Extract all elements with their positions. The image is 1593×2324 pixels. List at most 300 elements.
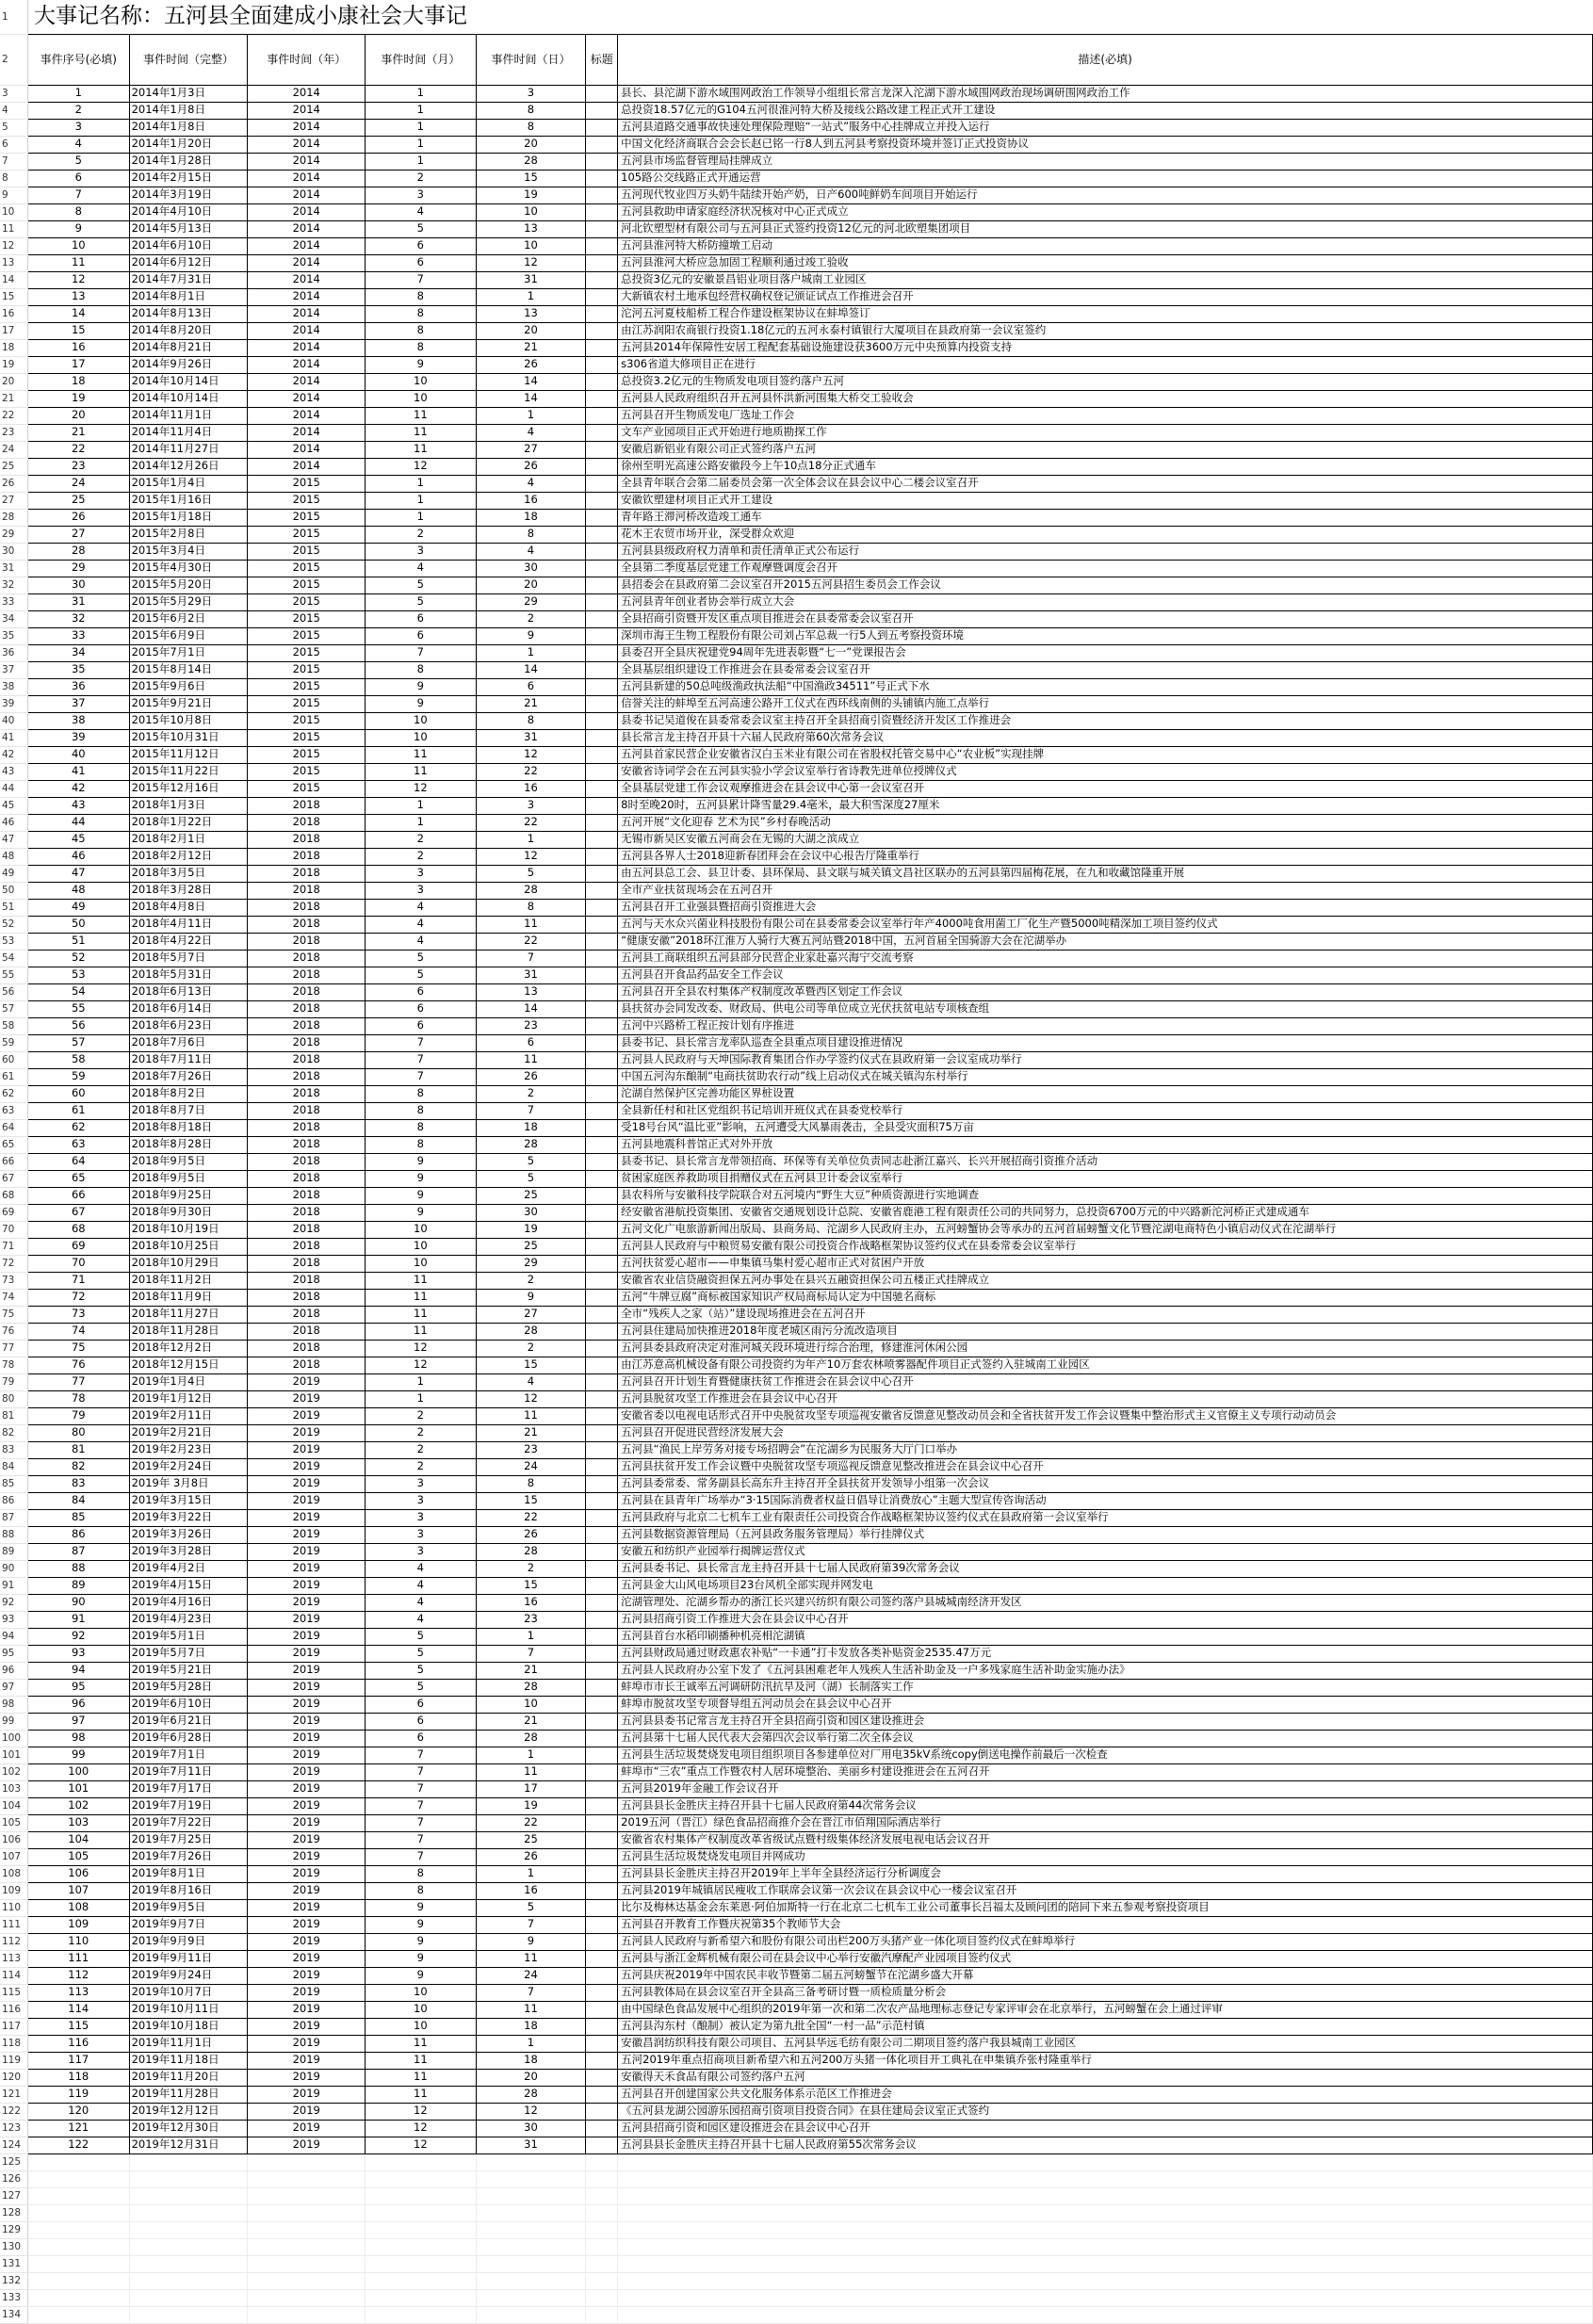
cell-desc[interactable]: 无锡市新吴区安徽五河商会在无锡的大湖之滨成立 (618, 831, 1593, 848)
cell-day[interactable]: 1 (476, 1865, 586, 1882)
cell-title[interactable] (586, 288, 618, 305)
cell-date[interactable]: 2014年1月8日 (129, 119, 248, 136)
cell-day[interactable]: 18 (476, 509, 586, 526)
cell-month[interactable]: 5 (366, 1662, 477, 1679)
cell-desc[interactable]: 五河县淮河大桥应急加固工程顺利通过竣工验收 (618, 254, 1593, 271)
empty-cell[interactable] (129, 2289, 248, 2306)
cell-date[interactable]: 2019年4月23日 (129, 1611, 248, 1628)
cell-month[interactable]: 10 (366, 1221, 477, 1238)
cell-day[interactable]: 1 (476, 831, 586, 848)
cell-date[interactable]: 2019年5月28日 (129, 1679, 248, 1696)
cell-date[interactable]: 2018年4月8日 (129, 899, 248, 916)
cell-day[interactable]: 6 (476, 1034, 586, 1051)
empty-cell[interactable] (476, 2306, 586, 2323)
cell-date[interactable]: 2019年8月1日 (129, 1865, 248, 1882)
cell-title[interactable] (586, 1492, 618, 1509)
cell-seq[interactable]: 18 (27, 373, 129, 390)
cell-seq[interactable]: 33 (27, 627, 129, 644)
cell-seq[interactable]: 28 (27, 543, 129, 560)
cell-month[interactable]: 11 (366, 1272, 477, 1289)
cell-desc[interactable]: 全县招商引资暨开发区重点项目推进会在县委常委会议室召开 (618, 610, 1593, 627)
cell-date[interactable]: 2019年1月4日 (129, 1373, 248, 1390)
cell-day[interactable]: 7 (476, 1102, 586, 1119)
empty-cell[interactable] (248, 2289, 366, 2306)
cell-year[interactable]: 2019 (248, 1797, 366, 1814)
cell-seq[interactable]: 24 (27, 475, 129, 492)
cell-title[interactable] (586, 1323, 618, 1340)
cell-seq[interactable]: 95 (27, 1679, 129, 1696)
cell-seq[interactable]: 121 (27, 2120, 129, 2137)
cell-date[interactable]: 2019年7月17日 (129, 1780, 248, 1797)
cell-year[interactable]: 2019 (248, 1763, 366, 1780)
cell-date[interactable]: 2018年8月18日 (129, 1119, 248, 1136)
cell-seq[interactable]: 100 (27, 1763, 129, 1780)
cell-day[interactable]: 15 (476, 1357, 586, 1373)
empty-cell[interactable] (248, 2204, 366, 2221)
cell-title[interactable] (586, 1594, 618, 1611)
cell-date[interactable]: 2018年6月23日 (129, 1017, 248, 1034)
cell-month[interactable]: 5 (366, 967, 477, 983)
cell-title[interactable] (586, 1340, 618, 1357)
empty-cell[interactable] (618, 2238, 1593, 2255)
cell-seq[interactable]: 55 (27, 1000, 129, 1017)
cell-title[interactable] (586, 509, 618, 526)
cell-seq[interactable]: 12 (27, 271, 129, 288)
cell-seq[interactable]: 37 (27, 695, 129, 712)
cell-month[interactable]: 8 (366, 288, 477, 305)
empty-cell[interactable] (129, 2170, 248, 2187)
cell-day[interactable]: 22 (476, 814, 586, 831)
cell-date[interactable]: 2014年7月31日 (129, 271, 248, 288)
cell-month[interactable]: 11 (366, 2052, 477, 2069)
cell-seq[interactable]: 70 (27, 1255, 129, 1272)
cell-desc[interactable]: 县长、县沱湖下游水域围网政治工作领导小组组长常言龙深入沱湖下游水域围网政治现场调研围网政治工作 (618, 85, 1593, 102)
cell-day[interactable]: 12 (476, 1390, 586, 1407)
cell-month[interactable]: 11 (366, 441, 477, 458)
cell-seq[interactable]: 30 (27, 577, 129, 593)
cell-year[interactable]: 2015 (248, 526, 366, 543)
cell-month[interactable]: 7 (366, 1034, 477, 1051)
cell-day[interactable]: 5 (476, 1899, 586, 1916)
cell-seq[interactable]: 7 (27, 187, 129, 203)
cell-month[interactable]: 5 (366, 1679, 477, 1696)
cell-day[interactable]: 28 (476, 1543, 586, 1560)
cell-date[interactable]: 2019年2月23日 (129, 1441, 248, 1458)
cell-desc[interactable]: 全县第二季度基层党建工作观摩暨调度会召开 (618, 560, 1593, 577)
cell-seq[interactable]: 46 (27, 848, 129, 865)
cell-title[interactable] (586, 1068, 618, 1085)
cell-day[interactable]: 4 (476, 1373, 586, 1390)
cell-seq[interactable]: 81 (27, 1441, 129, 1458)
cell-date[interactable]: 2014年1月3日 (129, 85, 248, 102)
cell-month[interactable]: 6 (366, 627, 477, 644)
cell-seq[interactable]: 85 (27, 1509, 129, 1526)
cell-day[interactable]: 28 (476, 1730, 586, 1747)
cell-day[interactable]: 15 (476, 170, 586, 187)
cell-month[interactable]: 3 (366, 865, 477, 882)
cell-year[interactable]: 2019 (248, 1899, 366, 1916)
cell-year[interactable]: 2018 (248, 899, 366, 916)
cell-year[interactable]: 2015 (248, 644, 366, 661)
cell-day[interactable]: 18 (476, 2018, 586, 2035)
cell-year[interactable]: 2019 (248, 1814, 366, 1831)
cell-desc[interactable]: 五河县人民政府与天坤国际教育集团合作办学签约仪式在县政府第一会议室成功举行 (618, 1051, 1593, 1068)
cell-day[interactable]: 19 (476, 1221, 586, 1238)
cell-desc[interactable]: 五河县“渔民上岸劳务对接专场招聘会”在沱湖乡为民服务大厅门口举办 (618, 1441, 1593, 1458)
cell-year[interactable]: 2019 (248, 1984, 366, 2001)
cell-day[interactable]: 21 (476, 339, 586, 356)
cell-title[interactable] (586, 1407, 618, 1424)
cell-date[interactable]: 2015年1月18日 (129, 509, 248, 526)
cell-title[interactable] (586, 1119, 618, 1136)
empty-cell[interactable] (27, 2272, 129, 2289)
cell-month[interactable]: 12 (366, 780, 477, 797)
cell-desc[interactable]: 五河县救助申请家庭经济状况核对中心正式成立 (618, 203, 1593, 220)
cell-desc[interactable]: 安徽省农业信贷融资担保五河办事处在县兴五融资担保公司五楼正式挂牌成立 (618, 1272, 1593, 1289)
cell-day[interactable]: 2 (476, 1340, 586, 1357)
cell-day[interactable]: 28 (476, 882, 586, 899)
cell-year[interactable]: 2019 (248, 1543, 366, 1560)
cell-desc[interactable]: 五河县委县政府决定对淮河城关段环境进行综合治理，修建淮河休闲公园 (618, 1340, 1593, 1357)
empty-cell[interactable] (27, 2255, 129, 2272)
cell-desc[interactable]: 五河县首台水稻印刷播种机亮相沱湖镇 (618, 1628, 1593, 1645)
cell-date[interactable]: 2018年12月15日 (129, 1357, 248, 1373)
cell-day[interactable]: 1 (476, 644, 586, 661)
cell-year[interactable]: 2019 (248, 1916, 366, 1933)
cell-seq[interactable]: 96 (27, 1696, 129, 1713)
empty-cell[interactable] (618, 2289, 1593, 2306)
cell-desc[interactable]: 五河县县委书记常言龙主持召开全县招商引资和园区建设推进会 (618, 1713, 1593, 1730)
cell-date[interactable]: 2018年8月28日 (129, 1136, 248, 1153)
cell-seq[interactable]: 79 (27, 1407, 129, 1424)
cell-desc[interactable]: 全县基层组织建设工作推进会在县委常委会议室召开 (618, 661, 1593, 678)
cell-desc[interactable]: 五河县人民政府与新希望六和股份有限公司出栏200万头猪产业一体化项目签约仪式在蚌埠举行 (618, 1933, 1593, 1950)
empty-cell[interactable] (366, 2289, 477, 2306)
empty-cell[interactable] (586, 2238, 618, 2255)
cell-year[interactable]: 2015 (248, 729, 366, 746)
empty-cell[interactable] (586, 2221, 618, 2238)
cell-day[interactable]: 12 (476, 848, 586, 865)
cell-title[interactable] (586, 441, 618, 458)
cell-title[interactable] (586, 678, 618, 695)
cell-day[interactable]: 1 (476, 2035, 586, 2052)
cell-seq[interactable]: 29 (27, 560, 129, 577)
empty-cell[interactable] (366, 2306, 477, 2323)
cell-title[interactable] (586, 899, 618, 916)
cell-title[interactable] (586, 729, 618, 746)
cell-desc[interactable]: 县农科所与安徽科技学院联合对五河境内“野生大豆”种质资源进行实地调查 (618, 1187, 1593, 1204)
cell-title[interactable] (586, 848, 618, 865)
cell-date[interactable]: 2015年9月6日 (129, 678, 248, 695)
cell-month[interactable]: 7 (366, 1763, 477, 1780)
cell-title[interactable] (586, 220, 618, 237)
cell-desc[interactable]: 总投资3亿元的安徽景昌铝业项目落户城南工业园区 (618, 271, 1593, 288)
cell-title[interactable] (586, 1780, 618, 1797)
empty-cell[interactable] (586, 2204, 618, 2221)
empty-cell[interactable] (476, 2221, 586, 2238)
cell-year[interactable]: 2018 (248, 967, 366, 983)
cell-year[interactable]: 2014 (248, 85, 366, 102)
cell-day[interactable]: 10 (476, 203, 586, 220)
cell-desc[interactable]: 全县青年联合会第二届委员会第一次全体会议在县会议中心二楼会议室召开 (618, 475, 1593, 492)
cell-year[interactable]: 2019 (248, 1509, 366, 1526)
cell-title[interactable] (586, 983, 618, 1000)
cell-day[interactable]: 28 (476, 1323, 586, 1340)
cell-desc[interactable]: 经安徽省港航投资集团、安徽省交通规划设计总院、安徽省鹿港工程有限责任公司的共同努力，总投资6700万元的中兴路新沱河桥正式建成通车 (618, 1204, 1593, 1221)
cell-year[interactable]: 2014 (248, 187, 366, 203)
cell-year[interactable]: 2019 (248, 1780, 366, 1797)
cell-title[interactable] (586, 1153, 618, 1170)
cell-month[interactable]: 11 (366, 1306, 477, 1323)
cell-month[interactable]: 9 (366, 678, 477, 695)
empty-cell[interactable] (618, 2272, 1593, 2289)
cell-day[interactable]: 31 (476, 2137, 586, 2153)
cell-day[interactable]: 2 (476, 1560, 586, 1577)
cell-title[interactable] (586, 882, 618, 899)
cell-title[interactable] (586, 1899, 618, 1916)
cell-month[interactable]: 10 (366, 390, 477, 407)
cell-month[interactable]: 6 (366, 1000, 477, 1017)
cell-title[interactable] (586, 85, 618, 102)
cell-seq[interactable]: 111 (27, 1950, 129, 1967)
cell-month[interactable]: 6 (366, 1017, 477, 1034)
cell-day[interactable]: 18 (476, 1119, 586, 1136)
cell-desc[interactable]: 五河县道路交通事故快速处理保险理赔“一站式”服务中心挂牌成立并投入运行 (618, 119, 1593, 136)
cell-desc[interactable]: 五河现代牧业四万头奶牛陆续开始产奶，日产600吨鲜奶车间项目开始运行 (618, 187, 1593, 203)
cell-desc[interactable]: 五河县脱贫攻坚工作推进会在县会议中心召开 (618, 1390, 1593, 1407)
cell-title[interactable] (586, 2052, 618, 2069)
header-year[interactable]: 事件时间（年） (248, 34, 366, 85)
cell-day[interactable]: 1 (476, 288, 586, 305)
cell-desc[interactable]: 五河县工商联组织五河县部分民营企业家赴嘉兴海宁交流考察 (618, 950, 1593, 967)
cell-date[interactable]: 2018年6月14日 (129, 1000, 248, 1017)
cell-year[interactable]: 2015 (248, 763, 366, 780)
cell-day[interactable]: 23 (476, 1611, 586, 1628)
cell-seq[interactable]: 107 (27, 1882, 129, 1899)
cell-year[interactable]: 2014 (248, 220, 366, 237)
cell-month[interactable]: 11 (366, 763, 477, 780)
cell-date[interactable]: 2015年10月31日 (129, 729, 248, 746)
cell-year[interactable]: 2014 (248, 305, 366, 322)
cell-desc[interactable]: 五河县与浙江金辉机械有限公司在县会议中心举行安徽汽摩配产业园项目签约仪式 (618, 1950, 1593, 1967)
cell-day[interactable]: 2 (476, 1272, 586, 1289)
cell-day[interactable]: 5 (476, 865, 586, 882)
cell-date[interactable]: 2019年10月7日 (129, 1984, 248, 2001)
cell-day[interactable]: 23 (476, 1017, 586, 1034)
cell-title[interactable] (586, 1136, 618, 1153)
cell-desc[interactable]: s306省道大修项目正在进行 (618, 356, 1593, 373)
cell-title[interactable] (586, 1373, 618, 1390)
cell-year[interactable]: 2018 (248, 916, 366, 933)
cell-desc[interactable]: 五河县委书记、县长常言龙主持召开县十七届人民政府第39次常务会议 (618, 1560, 1593, 1577)
cell-title[interactable] (586, 1306, 618, 1323)
cell-desc[interactable]: 五河县地震科普馆正式对外开放 (618, 1136, 1593, 1153)
cell-date[interactable]: 2019年4月2日 (129, 1560, 248, 1577)
cell-date[interactable]: 2014年10月14日 (129, 390, 248, 407)
cell-title[interactable] (586, 1221, 618, 1238)
cell-year[interactable]: 2018 (248, 1000, 366, 1017)
cell-year[interactable]: 2014 (248, 170, 366, 187)
cell-desc[interactable]: 由江苏意高机械设备有限公司投资约为年产10万套农林喷雾器配件项目正式签约入驻城南工业园区 (618, 1357, 1593, 1373)
cell-year[interactable]: 2014 (248, 424, 366, 441)
cell-title[interactable] (586, 1187, 618, 1204)
cell-month[interactable]: 3 (366, 1492, 477, 1509)
cell-seq[interactable]: 82 (27, 1458, 129, 1475)
cell-desc[interactable]: 五河县招商引资和园区建设推进会在县会议中心召开 (618, 2120, 1593, 2137)
cell-seq[interactable]: 115 (27, 2018, 129, 2035)
cell-year[interactable]: 2019 (248, 2069, 366, 2086)
cell-month[interactable]: 1 (366, 102, 477, 119)
cell-month[interactable]: 12 (366, 1340, 477, 1357)
cell-desc[interactable]: 五河县金大山风电场项目23台风机全部实现并网发电 (618, 1577, 1593, 1594)
cell-desc[interactable]: 全县基层党建工作会议观摩推进会在县会议中心第一会议室召开 (618, 780, 1593, 797)
cell-year[interactable]: 2019 (248, 1424, 366, 1441)
cell-desc[interactable]: 信誉关注的蚌埠至五河高速公路开工仪式在西环线南侧的头铺镇内施工点举行 (618, 695, 1593, 712)
cell-date[interactable]: 2018年11月2日 (129, 1272, 248, 1289)
cell-seq[interactable]: 40 (27, 746, 129, 763)
cell-year[interactable]: 2015 (248, 509, 366, 526)
cell-seq[interactable]: 122 (27, 2137, 129, 2153)
empty-cell[interactable] (366, 2204, 477, 2221)
cell-day[interactable]: 31 (476, 967, 586, 983)
cell-year[interactable]: 2019 (248, 1492, 366, 1509)
cell-month[interactable]: 7 (366, 1814, 477, 1831)
cell-date[interactable]: 2014年8月20日 (129, 322, 248, 339)
cell-title[interactable] (586, 967, 618, 983)
cell-date[interactable]: 2018年12月2日 (129, 1340, 248, 1357)
cell-desc[interactable]: 五河“牛牌豆腐”商标被国家知识产权局商标局认定为中国驰名商标 (618, 1289, 1593, 1306)
cell-year[interactable]: 2018 (248, 1136, 366, 1153)
cell-date[interactable]: 2019年8月16日 (129, 1882, 248, 1899)
cell-year[interactable]: 2015 (248, 543, 366, 560)
cell-day[interactable]: 2 (476, 610, 586, 627)
cell-seq[interactable]: 1 (27, 85, 129, 102)
cell-date[interactable]: 2018年5月7日 (129, 950, 248, 967)
cell-seq[interactable]: 15 (27, 322, 129, 339)
cell-date[interactable]: 2014年11月27日 (129, 441, 248, 458)
cell-year[interactable]: 2018 (248, 1119, 366, 1136)
cell-month[interactable]: 8 (366, 1882, 477, 1899)
cell-seq[interactable]: 13 (27, 288, 129, 305)
cell-seq[interactable]: 5 (27, 153, 129, 170)
cell-year[interactable]: 2018 (248, 1170, 366, 1187)
cell-month[interactable]: 7 (366, 1831, 477, 1848)
cell-year[interactable]: 2018 (248, 848, 366, 865)
cell-year[interactable]: 2015 (248, 712, 366, 729)
cell-day[interactable]: 25 (476, 1238, 586, 1255)
cell-day[interactable]: 30 (476, 2120, 586, 2137)
cell-day[interactable]: 4 (476, 543, 586, 560)
cell-title[interactable] (586, 305, 618, 322)
cell-month[interactable]: 3 (366, 543, 477, 560)
cell-title[interactable] (586, 254, 618, 271)
cell-desc[interactable]: 沱河五河夏枝船桥工程合作建设框架协议在蚌埠签订 (618, 305, 1593, 322)
cell-seq[interactable]: 103 (27, 1814, 129, 1831)
cell-year[interactable]: 2018 (248, 882, 366, 899)
cell-desc[interactable]: 五河县住建局加快推进2018年度老城区雨污分流改造项目 (618, 1323, 1593, 1340)
cell-date[interactable]: 2015年4月30日 (129, 560, 248, 577)
cell-date[interactable]: 2019年3月26日 (129, 1526, 248, 1543)
cell-date[interactable]: 2019年9月7日 (129, 1916, 248, 1933)
empty-cell[interactable] (476, 2187, 586, 2204)
cell-day[interactable]: 10 (476, 1696, 586, 1713)
cell-seq[interactable]: 69 (27, 1238, 129, 1255)
cell-month[interactable]: 1 (366, 153, 477, 170)
cell-year[interactable]: 2019 (248, 1645, 366, 1662)
cell-title[interactable] (586, 593, 618, 610)
empty-cell[interactable] (366, 2153, 477, 2170)
cell-date[interactable]: 2019年7月25日 (129, 1831, 248, 1848)
empty-cell[interactable] (129, 2153, 248, 2170)
cell-desc[interactable]: 五河县政府与北京二七机车工业有限责任公司投资合作战略框架协议签约仪式在县政府第一会议室举行 (618, 1509, 1593, 1526)
cell-year[interactable]: 2019 (248, 1611, 366, 1628)
cell-seq[interactable]: 117 (27, 2052, 129, 2069)
cell-desc[interactable]: 县委书记、县长常言龙带领招商、环保等有关单位负责同志赴浙江嘉兴、长兴开展招商引资推介活动 (618, 1153, 1593, 1170)
cell-title[interactable] (586, 407, 618, 424)
empty-cell[interactable] (586, 2170, 618, 2187)
cell-desc[interactable]: 五河县县长金胜庆主持召开2019年上半年全县经济运行分析调度会 (618, 1865, 1593, 1882)
cell-desc[interactable]: 由五河县总工会、县卫计委、县环保局、县文联与城关镇文昌社区联办的五河县第四届梅花展，在九和收藏馆隆重开展 (618, 865, 1593, 882)
cell-desc[interactable]: 全市“残疾人之家（站）”建设现场推进会在五河召开 (618, 1306, 1593, 1323)
cell-year[interactable]: 2014 (248, 136, 366, 153)
cell-desc[interactable]: 五河县青年创业者协会举行成立大会 (618, 593, 1593, 610)
cell-year[interactable]: 2015 (248, 661, 366, 678)
cell-month[interactable]: 12 (366, 2137, 477, 2153)
cell-day[interactable]: 1 (476, 1628, 586, 1645)
cell-desc[interactable]: 蚌埠市“三农”重点工作暨农村人居环境整治、美丽乡村建设推进会在五河召开 (618, 1763, 1593, 1780)
cell-seq[interactable]: 52 (27, 950, 129, 967)
empty-cell[interactable] (586, 2272, 618, 2289)
cell-year[interactable]: 2019 (248, 1831, 366, 1848)
cell-desc[interactable]: 安徽昌润纺织科技有限公司项目、五河县华远毛纺有限公司二期项目签约落户我县城南工业园区 (618, 2035, 1593, 2052)
cell-desc[interactable]: 五河县招商引资工作推进大会在县会议中心召开 (618, 1611, 1593, 1628)
cell-seq[interactable]: 17 (27, 356, 129, 373)
cell-seq[interactable]: 114 (27, 2001, 129, 2018)
cell-desc[interactable]: 五河县扶贫开发工作会议暨中央脱贫攻坚专项巡视反馈意见整改推进会在县会议中心召开 (618, 1458, 1593, 1475)
cell-year[interactable]: 2014 (248, 356, 366, 373)
cell-year[interactable]: 2018 (248, 1153, 366, 1170)
cell-month[interactable]: 6 (366, 1730, 477, 1747)
cell-title[interactable] (586, 170, 618, 187)
cell-date[interactable]: 2019年7月19日 (129, 1797, 248, 1814)
cell-desc[interactable]: 五河扶贫爱心超市——申集镇马集村爱心超市正式对贫困户开放 (618, 1255, 1593, 1272)
cell-year[interactable]: 2014 (248, 203, 366, 220)
cell-date[interactable]: 2019年12月31日 (129, 2137, 248, 2153)
cell-month[interactable]: 5 (366, 577, 477, 593)
cell-month[interactable]: 11 (366, 2086, 477, 2103)
cell-day[interactable]: 21 (476, 1662, 586, 1679)
cell-title[interactable] (586, 119, 618, 136)
empty-cell[interactable] (248, 2170, 366, 2187)
cell-month[interactable]: 3 (366, 1543, 477, 1560)
cell-title[interactable] (586, 1543, 618, 1560)
cell-year[interactable]: 2018 (248, 1357, 366, 1373)
cell-date[interactable]: 2014年10月14日 (129, 373, 248, 390)
cell-date[interactable]: 2019年9月24日 (129, 1967, 248, 1984)
cell-date[interactable]: 2019年7月1日 (129, 1747, 248, 1763)
cell-date[interactable]: 2019年12月12日 (129, 2103, 248, 2120)
cell-year[interactable]: 2018 (248, 1289, 366, 1306)
cell-title[interactable] (586, 475, 618, 492)
cell-date[interactable]: 2018年4月11日 (129, 916, 248, 933)
cell-desc[interactable]: 安徽钦塑建材项目正式开工建设 (618, 492, 1593, 509)
cell-day[interactable]: 9 (476, 627, 586, 644)
cell-date[interactable]: 2014年11月1日 (129, 407, 248, 424)
cell-month[interactable]: 2 (366, 1441, 477, 1458)
cell-date[interactable]: 2015年3月4日 (129, 543, 248, 560)
cell-day[interactable]: 3 (476, 797, 586, 814)
cell-year[interactable]: 2019 (248, 2086, 366, 2103)
